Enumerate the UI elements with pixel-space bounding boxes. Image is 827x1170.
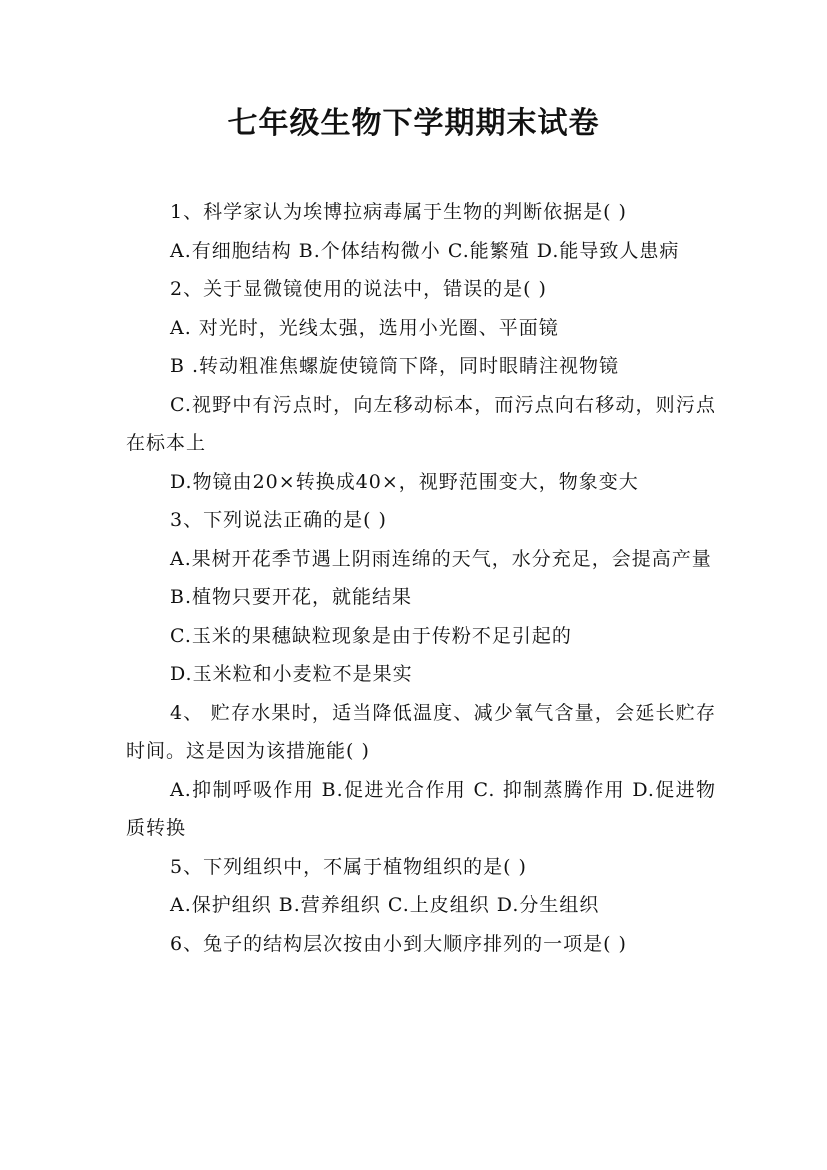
- question-3-option-a: A.果树开花季节遇上阴雨连绵的天气，水分充足，会提高产量: [170, 547, 712, 570]
- question-4: 4、 贮存水果时，适当降低温度、减少氧气含量，会延长贮存时间。这是因为该措施能( ): [126, 701, 716, 762]
- question-2-option-b: B .转动粗准焦螺旋使镜筒下降，同时眼睛注视物镜: [170, 355, 620, 377]
- question-3-option-b: B.植物只要开花，就能结果: [170, 586, 413, 608]
- page-title: 七年级生物下学期期末试卷: [227, 106, 600, 141]
- question-3-option-d: D.玉米粒和小麦粒不是果实: [170, 663, 413, 685]
- document-body: [126, 193, 716, 963]
- question-2-option-c: C.视野中有污点时，向左移动标本，而污点向右移动，则污点在标本上: [126, 393, 716, 454]
- question-5: 5、下列组织中，不属于植物组织的是( ): [170, 855, 527, 878]
- question-2-option-a: A. 对光时，光线太强，选用小光圈、平面镜: [170, 316, 559, 339]
- question-5-options: A.保护组织 B.营养组织 C.上皮组织 D.分生组织: [170, 894, 600, 916]
- question-6: 6、兔子的结构层次按由小到大顺序排列的一项是( ): [170, 932, 627, 955]
- question-3: 3、下列说法正确的是( ): [170, 509, 387, 531]
- question-1: 1、科学家认为埃博拉病毒属于生物的判断依据是( ): [170, 201, 627, 223]
- question-2: 2、关于显微镜使用的说法中，错误的是( ): [170, 278, 547, 300]
- question-2-option-d: D.物镜由20×转换成40×，视野范围变大，物象变大: [170, 470, 639, 493]
- question-3-option-c: C.玉米的果穗缺粒现象是由于传粉不足引起的: [170, 624, 572, 647]
- question-4-options: A.抑制呼吸作用 B.促进光合作用 C. 抑制蒸腾作用 D.促进物质转换: [126, 778, 716, 839]
- question-1-options: A.有细胞结构 B.个体结构微小 C.能繁殖 D.能导致人患病: [170, 239, 680, 262]
